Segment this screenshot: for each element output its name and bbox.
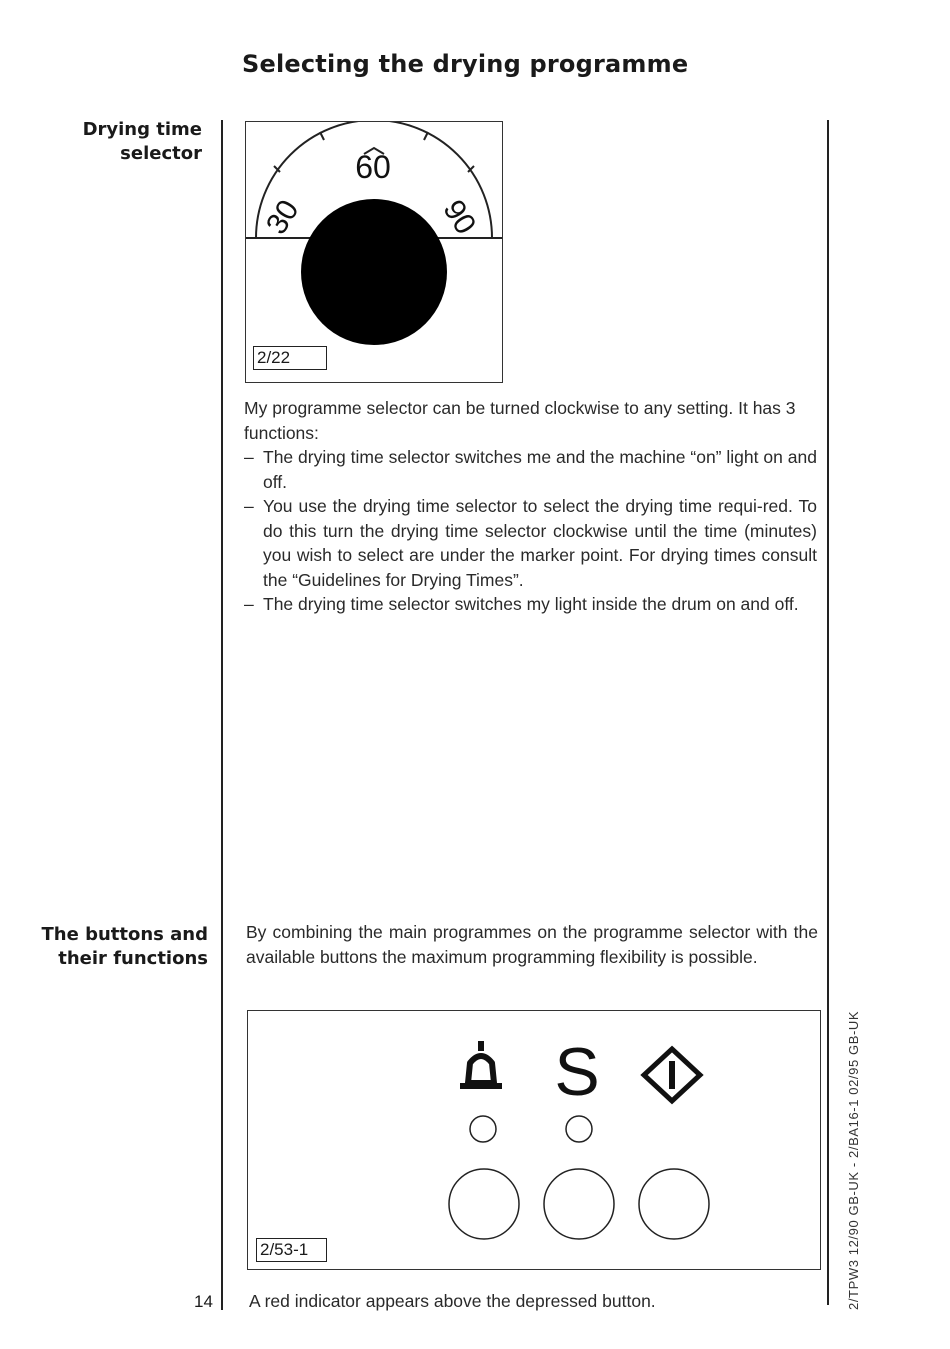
bell-icon bbox=[460, 1041, 502, 1086]
page-number: 14 bbox=[194, 1292, 213, 1311]
button-panel-illustration bbox=[248, 1011, 820, 1269]
section-heading-drying-time-selector bbox=[12, 118, 202, 166]
right-column-rule bbox=[827, 120, 829, 1305]
figure-label: 2/53-1 bbox=[256, 1238, 327, 1262]
document-reference: 2/TPW3 12/90 GB-UK - 2/BA16-1 02/95 GB-UK bbox=[846, 1010, 861, 1310]
heading-line: Drying time bbox=[82, 119, 202, 140]
left-column-rule bbox=[221, 120, 223, 1310]
intro-paragraph: My programme selector can be turned clockwise to any setting. It has 3 functions: bbox=[244, 398, 796, 443]
list-item: – You use the drying time selector to select the drying time requi-red. To do this turn the drying time selector clockwise until the time (minutes) you wish to select are under the marker point. For drying times consult the “Guidelines for Drying Times”. bbox=[244, 494, 817, 592]
list-item: – The drying time selector switches me and the machine “on” light on and off. bbox=[244, 445, 817, 494]
panel-button[interactable] bbox=[449, 1169, 519, 1239]
dial-number-30: 30 bbox=[259, 194, 306, 241]
list-item: – The drying time selector switches my light inside the drum on and off. bbox=[244, 592, 817, 617]
button-panel-figure bbox=[247, 1010, 821, 1270]
button-caption: A red indicator appears above the depressed button. bbox=[249, 1291, 656, 1311]
dial-number-90: 90 bbox=[436, 194, 483, 241]
panel-button[interactable] bbox=[639, 1169, 709, 1239]
heading-line: their functions bbox=[58, 948, 208, 969]
indicator-light bbox=[566, 1116, 592, 1142]
start-icon bbox=[644, 1049, 700, 1101]
function-list bbox=[244, 445, 817, 617]
buttons-description: By combining the main programmes on the programme selector with the available buttons the maximum programming flexibility is possible. bbox=[246, 922, 818, 967]
dial-figure bbox=[245, 121, 503, 383]
indicator-light bbox=[470, 1116, 496, 1142]
s-symbol: S bbox=[554, 1034, 600, 1110]
drying-time-description bbox=[244, 396, 817, 617]
dial-number-60: 60 bbox=[355, 149, 391, 185]
panel-button[interactable] bbox=[544, 1169, 614, 1239]
heading-line: The buttons and bbox=[41, 924, 208, 945]
drying-time-dial-illustration bbox=[246, 122, 502, 382]
page-title: Selecting the drying programme bbox=[242, 50, 689, 78]
heading-line: selector bbox=[120, 143, 202, 164]
section-heading-buttons bbox=[8, 923, 208, 971]
figure-label: 2/22 bbox=[253, 346, 327, 370]
